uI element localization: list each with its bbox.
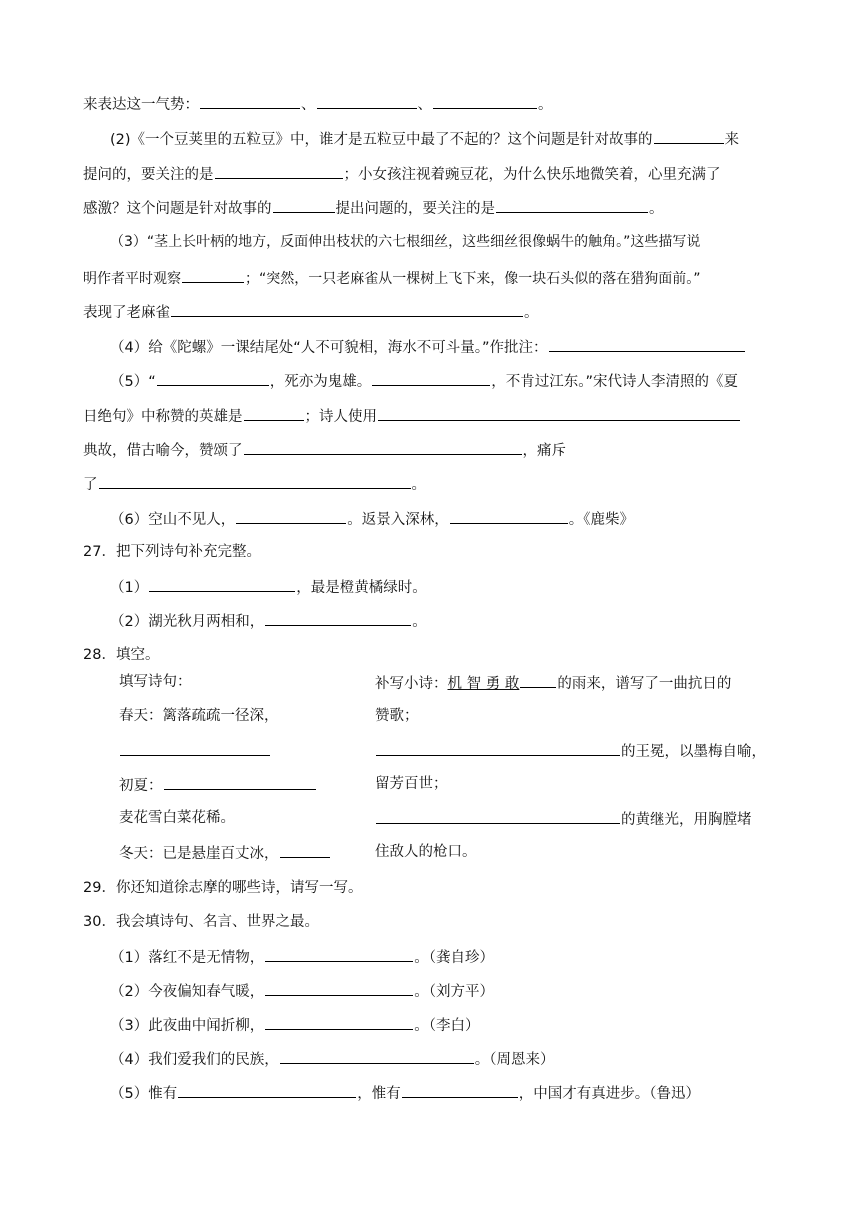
text: （5）惟有	[110, 1086, 178, 1102]
text: （4）给《陀螺》一课结尾处“人不可貌相，海水不可斗量。”作批注：	[110, 340, 548, 356]
text: 典故，借古喻今，赞颂了	[83, 443, 243, 459]
answer-blank[interactable]	[376, 808, 620, 824]
text: 明作者平时观察	[83, 271, 181, 287]
q28-right-line5	[375, 808, 752, 828]
q30-title	[83, 912, 319, 932]
text: 。（李白）	[414, 1018, 480, 1034]
text: 。《鹿柴》	[568, 512, 634, 528]
answer-blank[interactable]	[280, 842, 330, 858]
answer-blank[interactable]	[496, 197, 648, 213]
answer-blank[interactable]	[200, 93, 300, 109]
text: ；诗人使用	[304, 409, 377, 425]
text: 住敌人的枪口。	[375, 844, 477, 860]
answer-blank[interactable]	[265, 946, 413, 962]
q28-title	[83, 645, 159, 665]
question-title: 27．把下列诗句补充完整。	[83, 544, 261, 560]
question-title: 28．填空。	[83, 647, 160, 663]
answer-blank[interactable]	[372, 370, 490, 386]
q28-left-line3	[119, 740, 271, 760]
answer-blank[interactable]	[164, 774, 316, 790]
q28-left-line1	[119, 672, 192, 692]
q26-p3-line2	[83, 267, 701, 287]
q28-right-line3	[375, 740, 766, 760]
text: 提出问题的，要关注的是	[335, 201, 495, 217]
text: 的王冕，以墨梅自喻，	[621, 744, 766, 760]
text: 。	[412, 614, 427, 630]
text: 初夏：	[119, 778, 163, 794]
period: 。	[538, 97, 553, 113]
answer-blank[interactable]	[402, 1082, 518, 1098]
answer-blank[interactable]	[236, 508, 346, 524]
q30-item3	[110, 1014, 479, 1034]
text: 。（刘方平）	[414, 984, 494, 1000]
answer-blank[interactable]	[178, 1082, 356, 1098]
text: ；“突然，一只老麻雀从一棵树上飞下来，像一块石头似的落在猎狗面前。”	[245, 271, 701, 287]
text: （1）	[110, 580, 149, 596]
answer-blank[interactable]	[157, 370, 269, 386]
answer-blank[interactable]	[433, 93, 537, 109]
text: ；小女孩注视着豌豆花，为什么快乐地微笑着，心里充满了	[343, 167, 721, 183]
q26-p4	[110, 336, 746, 356]
q26-p2-line2	[83, 163, 721, 183]
text: 。（龚自珍）	[414, 950, 494, 966]
text: （2）今夜偏知春气暖，	[110, 984, 265, 1000]
text: 。（周恩来）	[474, 1052, 555, 1068]
q26-p2-line3	[83, 197, 664, 217]
separator: 、	[301, 97, 316, 113]
answer-blank[interactable]	[244, 439, 522, 455]
question-title: 30．我会填诗句、名言、世界之最。	[83, 914, 319, 930]
text: 感激？这个问题是针对故事的	[83, 201, 272, 217]
q28-left-line6	[119, 842, 331, 862]
q28-right-line4	[375, 774, 448, 794]
text: （1）落红不是无情物，	[110, 950, 265, 966]
text: 补写小诗：	[375, 676, 448, 692]
answer-blank[interactable]	[376, 740, 620, 756]
q26-p5-line3	[83, 439, 566, 459]
answer-blank[interactable]	[273, 197, 335, 213]
q27-item1	[110, 576, 427, 596]
text: 。返景入深林，	[347, 512, 449, 528]
text: （6）空山不见人，	[110, 512, 236, 528]
text: 冬天：已是悬崖百丈冰，	[119, 846, 279, 862]
text: （4）我们爱我们的民族，	[110, 1052, 279, 1068]
text: ，痛斥	[522, 443, 566, 459]
text: 来	[724, 132, 740, 148]
text: （2）湖光秋月两相和，	[110, 614, 265, 630]
answer-blank[interactable]	[317, 93, 417, 109]
q28-left-line5	[119, 808, 235, 828]
text: （3）“茎上长叶柄的地方，反面伸出枝状的六七根细丝，这些细丝很像蜗牛的触角。”这些描写说	[110, 234, 701, 250]
answer-blank[interactable]	[654, 128, 724, 144]
text: 日绝句》中称赞的英雄是	[83, 409, 243, 425]
text: 了	[83, 477, 98, 493]
text: 表现了老麻雀	[83, 305, 170, 321]
answer-blank[interactable]	[149, 576, 295, 592]
text: ，最是橙黄橘绿时。	[296, 580, 427, 596]
text: 。	[411, 477, 426, 493]
q27-title	[83, 542, 261, 562]
question-title: 29．你还知道徐志摩的哪些诗，请写一写。	[83, 880, 363, 896]
q29-title	[83, 878, 362, 898]
q26-p5-line4	[83, 473, 426, 493]
q26-p3-line3	[83, 301, 539, 321]
q28-left-line4	[119, 774, 317, 794]
q27-item2	[110, 610, 427, 630]
text: 提问的，要关注的是	[83, 167, 214, 183]
answer-blank[interactable]	[99, 473, 411, 489]
q28-right-line6	[375, 842, 477, 862]
text: 春天：篱落疏疏一径深，	[119, 708, 279, 724]
answer-blank[interactable]	[520, 672, 556, 688]
text: (2)《一个豆荚里的五粒豆》中，谁才是五粒豆中最了不起的？这个问题是针对故事的	[110, 132, 653, 148]
answer-blank[interactable]	[182, 267, 244, 283]
underlined-answer: 机 智 勇 敢	[447, 676, 520, 692]
text: （3）此夜曲中闻折柳，	[110, 1018, 265, 1034]
text: 麦花雪白菜花稀。	[119, 810, 235, 826]
answer-blank[interactable]	[265, 610, 411, 626]
q30-item1	[110, 946, 494, 966]
text: 赞歌；	[375, 708, 419, 724]
q28-right-line1	[375, 672, 731, 692]
q30-item2	[110, 980, 494, 1000]
answer-blank[interactable]	[265, 980, 413, 996]
q30-item4	[110, 1048, 554, 1068]
q26-p3-line1	[110, 232, 700, 252]
answer-blank[interactable]	[244, 405, 304, 421]
q28-left-line2	[119, 706, 279, 726]
text: 来表达这一气势：	[83, 97, 199, 113]
answer-blank[interactable]	[280, 1048, 474, 1064]
text: 的雨来，谱写了一曲抗日的	[557, 676, 732, 692]
q30-item5	[110, 1082, 700, 1102]
text: ，死亦为鬼雄。	[269, 374, 372, 390]
text: 留芳百世；	[375, 776, 448, 792]
text: 填写诗句：	[119, 674, 192, 690]
separator: 、	[417, 97, 432, 113]
answer-blank[interactable]	[171, 301, 523, 317]
text: 。	[649, 201, 664, 217]
q26-p5-line2	[83, 405, 741, 425]
answer-blank[interactable]	[450, 508, 568, 524]
text: （5）“	[110, 374, 156, 390]
answer-blank[interactable]	[265, 1014, 413, 1030]
text: 的黄继光，用胸膛堵	[621, 812, 752, 828]
text: ，中国才有真进步。（鲁迅）	[518, 1086, 700, 1102]
text: ，不肯过江东。”宋代诗人李清照的《夏	[491, 374, 739, 390]
text: ，惟有	[357, 1086, 401, 1102]
answer-blank[interactable]	[120, 740, 270, 756]
answer-blank[interactable]	[378, 405, 740, 421]
q26-p2-line1	[110, 128, 739, 148]
answer-blank[interactable]	[215, 163, 343, 179]
q26-p6	[110, 508, 634, 528]
q28-right-line2	[375, 706, 419, 726]
q26-p5-line1	[110, 370, 738, 390]
text: 。	[524, 305, 539, 321]
answer-blank[interactable]	[549, 336, 745, 352]
q26-p1-continuation	[83, 93, 553, 113]
